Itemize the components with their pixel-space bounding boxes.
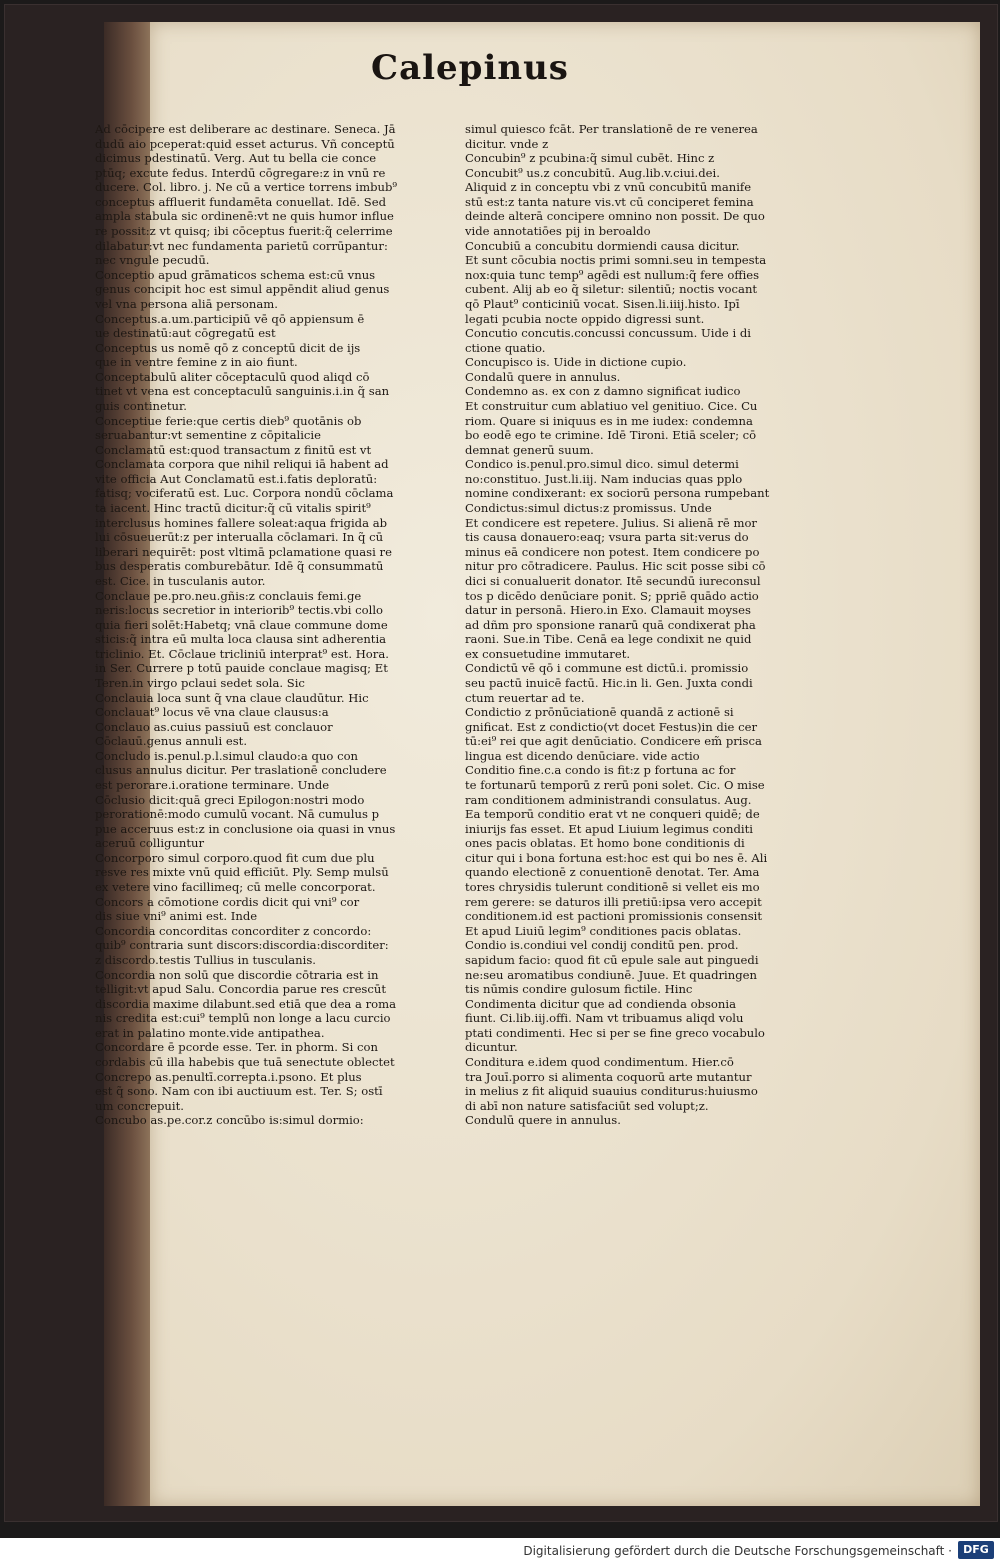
text-line: perorationē:modo cumulū vocant. Nā cumulus p: [95, 807, 380, 822]
text-line: que in ventre femine z in aio fiunt.: [95, 355, 298, 370]
text-line: Conceptio apud grāmaticos schema est:cū vnus: [95, 267, 376, 282]
text-line: simul quiesco fcāt. Per translationē de re venerea: [465, 122, 758, 136]
text-line: seruabantur:vt sementine z cōpitalicie: [95, 428, 321, 443]
text-line: qō Plaut⁹ conticiniū vocat. Sisen.li.iiij.histo. Ipī: [465, 296, 740, 311]
text-line: est q̃ sono. Nam con ibi auctiuum est. Ter. S; ostī: [95, 1084, 383, 1099]
text-line: dilabatur:vt nec fundamenta parietū corrūpantur:: [95, 238, 388, 253]
text-line: est perorare.i.oratione terminare. Unde: [95, 778, 330, 793]
text-line: tū:ei⁹ rei que agit denūciatio. Condicere em̃ prisca: [465, 734, 762, 749]
text-line: lingua est dicendo denūciare. vide actio: [465, 748, 700, 763]
text-line: Condulū quere in annulus.: [465, 1113, 621, 1128]
text-line: Cōclauū.genus annuli est.: [95, 734, 248, 749]
text-line: vel vna persona aliā personam.: [95, 296, 278, 311]
text-line: Concutio concutis.concussi concussum. Uide i di: [465, 326, 752, 341]
text-line: Ad cōcipere est deliberare ac destinare. Seneca. Jā: [95, 122, 396, 136]
text-line: Et apud Liuiū legim⁹ conditiones pacis oblatas.: [465, 923, 742, 938]
text-line: Conclauia loca sunt q̃ vna claue claudūtur. Hic: [95, 690, 369, 705]
text-line: Condico is.penul.pro.simul dico. simul determi: [465, 457, 739, 472]
text-line: Concubiū a concubitu dormiendi causa dicitur.: [465, 238, 740, 253]
text-line: Condalū quere in annulus.: [465, 369, 621, 384]
text-line: no:constituo. Just.li.iij. Nam inducias quas pplo: [465, 471, 743, 486]
text-line: vide annotatiōes pij in beroaldo: [465, 224, 651, 239]
text-line: ne:seu aromatibus condiunē. Juue. Et quadringen: [465, 967, 757, 982]
text-line: quib⁹ contraria sunt discors:discordia:discorditer:: [95, 938, 389, 953]
text-line: fatisq; vociferatū est. Luc. Corpora nondū cōclama: [95, 486, 394, 501]
text-line: Concubin⁹ z pcubina:q̃ simul cubēt. Hinc z: [465, 151, 715, 166]
text-line: sapidum facio: quod fit cū epule sale aut pinguedi: [465, 952, 759, 967]
text-line: citur qui i bona fortuna est:hoc est qui bo nes ē. Ali: [465, 850, 768, 865]
text-line: Concubit⁹ us.z concubitū. Aug.lib.v.ciui.dei.: [465, 165, 720, 180]
text-line: dici si conualuerit donator. Itē secundū iureconsul: [465, 573, 761, 588]
text-line: aceruū colliguntur: [95, 836, 205, 851]
text-line: Aliquid z in conceptu vbi z vnū concubitū manife: [465, 180, 752, 195]
text-line: dis siue vni⁹ animi est. Inde: [95, 909, 258, 924]
text-line: ta iacent. Hinc tractū dicitur:q̃ cū vitalis spirit⁹: [95, 501, 371, 516]
text-line: gnificat. Est z condictio(vt docet Festus)in die cer: [465, 719, 757, 734]
text-line: Ea temporū conditio erat vt ne conqueri quidē; de: [465, 807, 760, 822]
dfg-logo: DFG: [958, 1541, 994, 1559]
text-line: Concorporo simul corporo.quod fit cum due plu: [95, 850, 375, 865]
text-line: Et sunt cōcubia noctis primi somni.seu in tempesta: [465, 253, 767, 268]
text-line: Conditura e.idem quod condimentum. Hier.cō: [465, 1055, 734, 1069]
text-line: fiunt. Ci.lib.iij.offi. Nam vt tribuamus aliqd volu: [465, 1011, 744, 1026]
text-line: Conclaue pe.pro.neu.gñis:z conclauis femi.ge: [95, 588, 362, 603]
text-line: ctum reuertar ad te.: [465, 690, 585, 705]
text-line: Concordia non solū que discordie cōtraria est in: [95, 967, 379, 982]
text-line: nox:quia tunc temp⁹ agēdi est nullum:q̃ fere offies: [465, 267, 760, 282]
text-line: ad dñm pro sponsione ranarū quā condixerat pha: [465, 617, 756, 632]
text-line: Conceptabulū aliter cōceptaculū quod aliqd cō: [95, 369, 370, 384]
text-line: rem gerere: se daturos illi pretiū:ipsa vero accepit: [465, 894, 762, 909]
text-line: sticis:q̃ intra eū multa loca clausa sint adherentia: [95, 632, 387, 647]
text-line: nitur pro cōtradicere. Paulus. Hic scit posse sibi cō: [465, 559, 766, 574]
text-line: Conceptus.a.um.participiū vē qō appiensum ē: [95, 311, 365, 326]
text-line: um concrepuit.: [95, 1098, 184, 1113]
text-line: ex consuetudine immutaret.: [465, 646, 631, 661]
text-line: Conclauo as.cuius passiuū est conclauor: [95, 719, 333, 734]
text-line: tores chrysidis tulerunt conditionē si vellet eis mo: [465, 880, 760, 895]
text-line: tinet vt vena est conceptaculū sanguinis.i.in q̃ san: [95, 384, 390, 399]
text-line: est. Cice. in tusculanis autor.: [95, 573, 266, 588]
text-line: pue acceruus est:z in conclusione oia quasi in vnus: [95, 821, 396, 836]
text-line: Condio is.condiui vel condij conditū pen. prod.: [465, 938, 739, 953]
text-line: Concupisco is. Uide in dictione cupio.: [465, 355, 687, 370]
left-text-column: [95, 122, 445, 1128]
text-line: Condemno as. ex con z damno significat iudico: [465, 384, 741, 399]
text-line: in Ser. Currere p totū pauide conclaue magisq; Et: [95, 661, 388, 676]
text-line: di abī non nature satisfaciūt sed volupt;z.: [465, 1098, 709, 1113]
text-line: Conditio fine.c.a condo is fit:z p fortuna ac for: [465, 763, 736, 778]
running-title: Calepinus: [371, 48, 569, 88]
text-line: Et construitur cum ablatiuo vel genitiuo. Cice. Cu: [465, 398, 758, 413]
text-line: minus eā condicere non potest. Item condicere po: [465, 544, 760, 559]
text-line: Condictio z prōnūciationē quandā z actionē si: [465, 705, 734, 720]
text-line: riom. Quare si iniquus es in me iudex: condemna: [465, 413, 753, 428]
text-line: telligit:vt apud Salu. Concordia parue res crescūt: [95, 982, 386, 997]
text-line: ptati condimenti. Hec si per se fine greco vocabulo: [465, 1025, 765, 1040]
text-line: nomine condixerant: ex sociorū persona rumpebant: [465, 486, 770, 501]
text-line: Conclamata corpora que nihil reliqui iā habent ad: [95, 457, 389, 472]
text-line: triclinio. Et. Cōclaue tricliniū interprat⁹ est. Hora.: [95, 646, 389, 661]
text-line: Concrepo as.penultī.correpta.i.psono. Et plus: [95, 1069, 362, 1084]
text-line: Conclamatū est:quod transactum z finitū est vt: [95, 442, 372, 457]
text-line: tra Jouī.porro si alimenta coquorū arte mutantur: [465, 1069, 752, 1084]
text-line: seu pactū inuicē factū. Hic.in li. Gen. Juxta condi: [465, 675, 753, 690]
text-line: quando electionē z conuentionē denotat. Ter. Ama: [465, 865, 760, 880]
text-line: deinde alterā concipere omnino non possit. De quo: [465, 209, 765, 224]
text-line: neris:locus secretior in interiorib⁹ tectis.vbi collo: [95, 603, 384, 618]
text-line: nis credita est:cui⁹ templū non longe a lacu curcio: [95, 1011, 391, 1026]
text-line: ones pacis oblatas. Et homo bone conditionis di: [465, 836, 745, 851]
text-line: ue destinatū:aut cōgregatū est: [95, 326, 276, 341]
text-line: re possit:z vt quisq; ibi cōceptus fuerit:q̃ celerrime: [95, 224, 393, 239]
text-line: discordia maxime dilabunt.sed etiā que dea a roma: [95, 996, 397, 1011]
text-line: legati pcubia nocte oppido digressi sunt.: [465, 311, 705, 326]
text-line: Concordia concorditas concorditer z concordo:: [95, 923, 372, 938]
text-line: datur in personā. Hiero.in Exo. Clamauit moyses: [465, 603, 751, 618]
text-line: Cōclusio dicit:quā greci Epilogon:nostri modo: [95, 792, 365, 807]
text-line: Conceptiue ferie:que certis dieb⁹ quotānis ob: [95, 413, 362, 428]
text-line: resve res mixte vnū quid efficiūt. Ply. Semp mulsū: [95, 865, 389, 880]
text-line: bo eodē ego te crimine. Idē Tironi. Etiā sceler; cō: [465, 428, 757, 443]
text-line: bus desperatis comburebātur. Idē q̃ consummatū: [95, 559, 384, 574]
text-line: dicimus pdestinatū. Verg. Aut tu bella cie conce: [95, 151, 377, 166]
text-line: demnat generū suum.: [465, 442, 594, 457]
text-line: liberari nequirēt: post vltimā pclamatione quasi re: [95, 544, 392, 559]
text-line: cubent. Alij ab eo q̃ siletur: silentiū; noctis vocant: [465, 282, 758, 297]
text-line: conceptus affluerit fundamēta conuellat. Idē. Sed: [95, 194, 387, 209]
text-line: dudū aio pceperat:quid esset acturus. Vñ conceptū: [95, 136, 395, 151]
text-line: Condimenta dicitur que ad condienda obsonia: [465, 996, 736, 1011]
text-line: nec vngule pecudū.: [95, 253, 210, 268]
text-line: vite officia Aut Conclamatū est.i.fatis deploratū:: [95, 471, 378, 486]
text-line: ptūq; excute fedus. Interdū cōgregare:z in vnū re: [95, 165, 386, 180]
text-line: quia fieri solēt:Habetq; vnā claue commune dome: [95, 617, 388, 632]
text-line: interclusus homines fallere soleat:aqua frigida ab: [95, 515, 388, 530]
text-line: Concors a cōmotione cordis dicit qui vni⁹ cor: [95, 894, 360, 909]
text-line: iniurijs fas esset. Et apud Liuium legimus conditi: [465, 821, 753, 836]
text-line: in melius z fit aliquid suauius conditurus:huiusmo: [465, 1084, 758, 1099]
text-line: Condictus:simul dictus:z promissus. Unde: [465, 501, 712, 516]
text-line: Conceptus us nomē qō z conceptū dicit de ijs: [95, 340, 361, 355]
text-line: dicitur. vnde z: [465, 136, 549, 151]
text-line: Concludo is.penul.p.l.simul claudo:a quo con: [95, 748, 359, 763]
text-line: Conclauat⁹ locus vē vna claue clausus:a: [95, 705, 329, 720]
text-line: tos p dicēdo denūciare ponit. S; ppriē quādo actio: [465, 588, 759, 603]
text-line: tis causa donauero:eaq; vsura parta sit:verus do: [465, 530, 749, 545]
text-line: ram conditionem administrandi consulatus. Aug.: [465, 792, 752, 807]
text-line: cordabis cū illa habebis que tuā senectute oblectet: [95, 1055, 395, 1069]
text-line: Condictū vē qō i commune est dictū.i. promissio: [465, 661, 749, 676]
text-line: stū est:z tanta nature vis.vt cū conciperet femina: [465, 194, 754, 209]
right-text-column: [465, 122, 810, 1128]
text-line: ampla stabula sic ordinenē:vt ne quis humor influe: [95, 209, 394, 224]
text-line: tis nūmis condire gulosum fictile. Hinc: [465, 982, 693, 997]
text-line: te fortunarū temporū z rerū poni solet. Cic. O mise: [465, 778, 765, 793]
text-line: Et condicere est repetere. Julius. Si alienā rē mor: [465, 515, 757, 530]
text-line: Concordare ē pcorde esse. Ter. in phorm. Si con: [95, 1040, 378, 1055]
text-line: z discordo.testis Tullius in tusculanis.: [95, 952, 316, 967]
text-line: ctione quatio.: [465, 340, 546, 355]
text-line: raoni. Sue.in Tibe. Cenā ea lege condixit ne quid: [465, 632, 752, 647]
funding-note: Digitalisierung gefördert durch die Deutsche Forschungsgemeinschaft ·: [523, 1544, 952, 1558]
text-line: ducere. Col. libro. j. Ne cū a vertice torrens imbub⁹: [95, 180, 398, 195]
text-line: Concubo as.pe.cor.z concūbo is:simul dormio:: [95, 1113, 364, 1128]
text-line: clusus annulus dicitur. Per traslationē concludere: [95, 763, 387, 778]
text-line: conditionem.id est pactioni promissionis consensit: [465, 909, 763, 924]
text-line: dicuntur.: [465, 1040, 518, 1055]
text-line: genus concipit hoc est simul appēndit aliud genus: [95, 282, 390, 297]
text-line: lui cōsueuerūt:z per interualla cōclamari. In q̃ cū: [95, 530, 384, 545]
text-line: Teren.in virgo pclaui sedet sola. Sic: [95, 675, 305, 690]
text-line: guis continetur.: [95, 398, 187, 413]
text-line: erat in palatino monte.vide antipathea.: [95, 1025, 325, 1040]
text-line: ex vetere vino facillimeq; cū melle concorporat.: [95, 880, 376, 895]
